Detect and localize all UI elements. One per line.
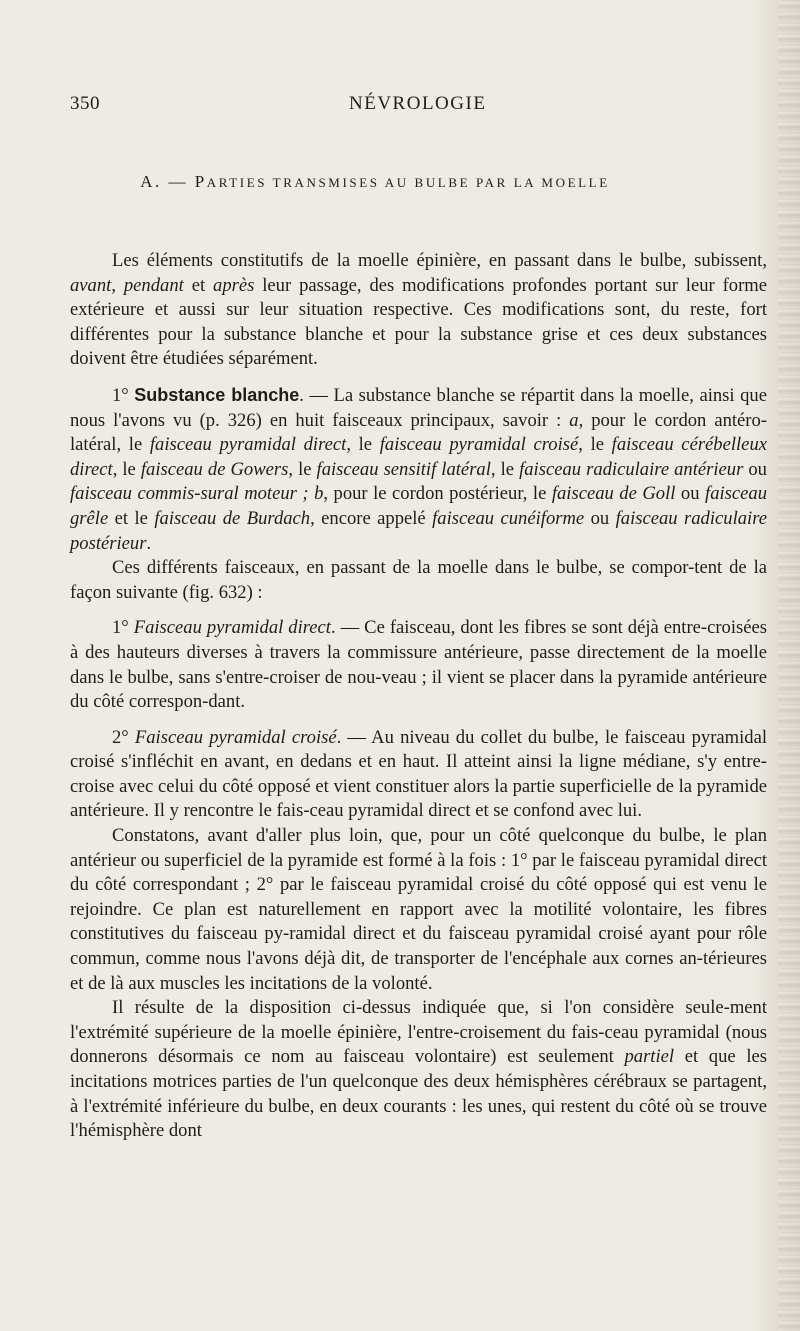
text-run: leur passage, des modifications profondes portant sur leur forme extérieure et aussi sur leur situation respective. Ces modifications sont, du reste, fort différentes pour la substance blanche et pour la substance grise et ces deux substances doivent être étudiées séparément. bbox=[70, 274, 768, 370]
text-run: , pour le cordon postérieur, le bbox=[323, 483, 552, 505]
italic-run: partiel bbox=[624, 1046, 675, 1068]
text-run: et que les incitations motrices parties de l'un quelconque des deux hémisphères cérébraux se partagent, à l'extrémité inférieure du bulbe, en deux courants : les unes, qui restent du côté où se trouve l'hémisphère dont bbox=[70, 1046, 767, 1142]
bold-heading: Substance blanche bbox=[134, 384, 300, 405]
page-number: 350 bbox=[70, 93, 100, 114]
running-head bbox=[0, 93, 760, 117]
italic-run: faisceau de Burdach bbox=[154, 507, 311, 529]
italic-run: après bbox=[213, 274, 255, 296]
italic-run: faisceau pyramidal croisé bbox=[379, 434, 579, 456]
section-title-rest: ARTIES TRANSMISES AU BULBE PAR LA MOELLE bbox=[206, 175, 610, 190]
italic-run: a bbox=[569, 409, 579, 431]
text-run: et le bbox=[108, 507, 155, 529]
page-edge bbox=[778, 0, 800, 1331]
paragraph-7 bbox=[70, 996, 767, 1144]
paragraph-1 bbox=[70, 249, 767, 372]
italic-run: avant bbox=[70, 274, 112, 296]
italic-run: faisceau de Gowers bbox=[140, 458, 289, 480]
text-run: et bbox=[183, 274, 214, 296]
text-run: , le bbox=[112, 458, 141, 480]
italic-run: faisceau radiculaire postérieur bbox=[70, 507, 767, 554]
paragraph-2 bbox=[70, 383, 767, 556]
paragraph-4 bbox=[70, 616, 767, 714]
body-text bbox=[70, 249, 767, 1144]
italic-run: faisceau commis-sural moteur ; b bbox=[70, 483, 324, 505]
text-run: Les éléments constitutifs de la moelle épinière, en passant dans le bulbe, subissent, bbox=[112, 250, 767, 271]
italic-run: faisceau pyramidal direct bbox=[149, 434, 347, 456]
text-run: ou bbox=[675, 483, 706, 505]
text-run: 1° bbox=[112, 617, 134, 639]
text-run: ou bbox=[584, 507, 616, 529]
text-run: . — Ce faisceau, dont les fibres se sont déjà entre-croisées à des hauteurs diverses à travers la commissure antérieure, passe directement de la moelle dans le bulbe, sans s'entre-croiser de nou-veau ; il vient se placer dans la pyramide antérieure du côté correspon-dant. bbox=[70, 617, 767, 713]
section-letter: A. — bbox=[140, 172, 189, 191]
italic-run: faisceau grêle bbox=[70, 483, 767, 529]
section-title-lead: P bbox=[194, 172, 207, 191]
text-run: , le bbox=[578, 434, 612, 456]
text-run: , le bbox=[288, 458, 317, 480]
italic-run: Faisceau pyramidal direct bbox=[133, 617, 331, 639]
text-run: 1° bbox=[112, 384, 135, 406]
text-run: . — La substance blanche se répartit dans la moelle, ainsi que nous l'avons vu (p. 326) en huit faisceaux principaux, savoir : bbox=[70, 384, 767, 431]
text-run: , encore appelé bbox=[310, 507, 433, 529]
paragraph-5 bbox=[70, 726, 767, 824]
paragraph-3: Ces différents faisceaux, en passant de la moelle dans le bulbe, se compor-tent de la façon suivante (fig. 632) : bbox=[70, 557, 767, 603]
italic-run: faisceau radiculaire antérieur bbox=[519, 458, 744, 480]
text-run: ou bbox=[743, 458, 767, 480]
italic-run: faisceau sensitif latéral bbox=[316, 458, 491, 480]
text-run: Il résulte de la disposition ci-dessus indiquée que, si l'on considère seule-ment l'extrémité supérieure de la moelle épinière, l'entre-croisement du fais-ceau pyramidal (nous donnerons désormais ce nom au faisceau volontaire) est seulement bbox=[70, 997, 767, 1068]
italic-run: pendant bbox=[123, 274, 184, 296]
italic-run: faisceau cunéiforme bbox=[432, 507, 585, 529]
running-title: NÉVROLOGIE bbox=[349, 93, 487, 114]
text-run: . — Au niveau du collet du bulbe, le faisceau pyramidal croisé s'infléchit en avant, en dedans et en haut. Il atteint ainsi la ligne médiane, s'y entre-croise avec celui du côté opposé et vient constituer alors la partie superficielle de la pyramide antérieure. Il y rencontre le fais-ceau pyramidal direct et se confond avec lui. bbox=[70, 726, 767, 822]
text-run: , bbox=[111, 274, 124, 296]
text-run: , le bbox=[346, 434, 380, 456]
italic-run: faisceau cérébelleux direct bbox=[70, 434, 767, 480]
italic-run: Faisceau pyramidal croisé bbox=[134, 726, 337, 748]
text-run: , pour le cordon antéro-latéral, le bbox=[70, 409, 767, 456]
text-run: . bbox=[146, 532, 152, 554]
section-heading bbox=[0, 172, 775, 192]
italic-run: faisceau de Goll bbox=[551, 483, 676, 505]
paragraph-6: Constatons, avant d'aller plus loin, que, pour un côté quelconque du bulbe, le plan antérieur ou superficiel de la pyramide est formé à la fois : 1° par le faisceau pyramidal direct du côté correspondant ; 2° par le faisceau pyramidal croisé du côté opposé qui est venu le rejoindre. Ce plan est naturellement en rapport avec la motilité volontaire, les fibres constitutives du faisceau py-ramidal direct et du faisceau pyramidal croisé ayant pour rôle commun, comme nous l'avons déjà dit, de transporter de l'encéphale aux cornes an-térieures et de là aux muscles les incitations de la volonté. bbox=[70, 825, 767, 994]
text-run: , le bbox=[490, 458, 520, 480]
text-run: 2° bbox=[112, 726, 135, 748]
